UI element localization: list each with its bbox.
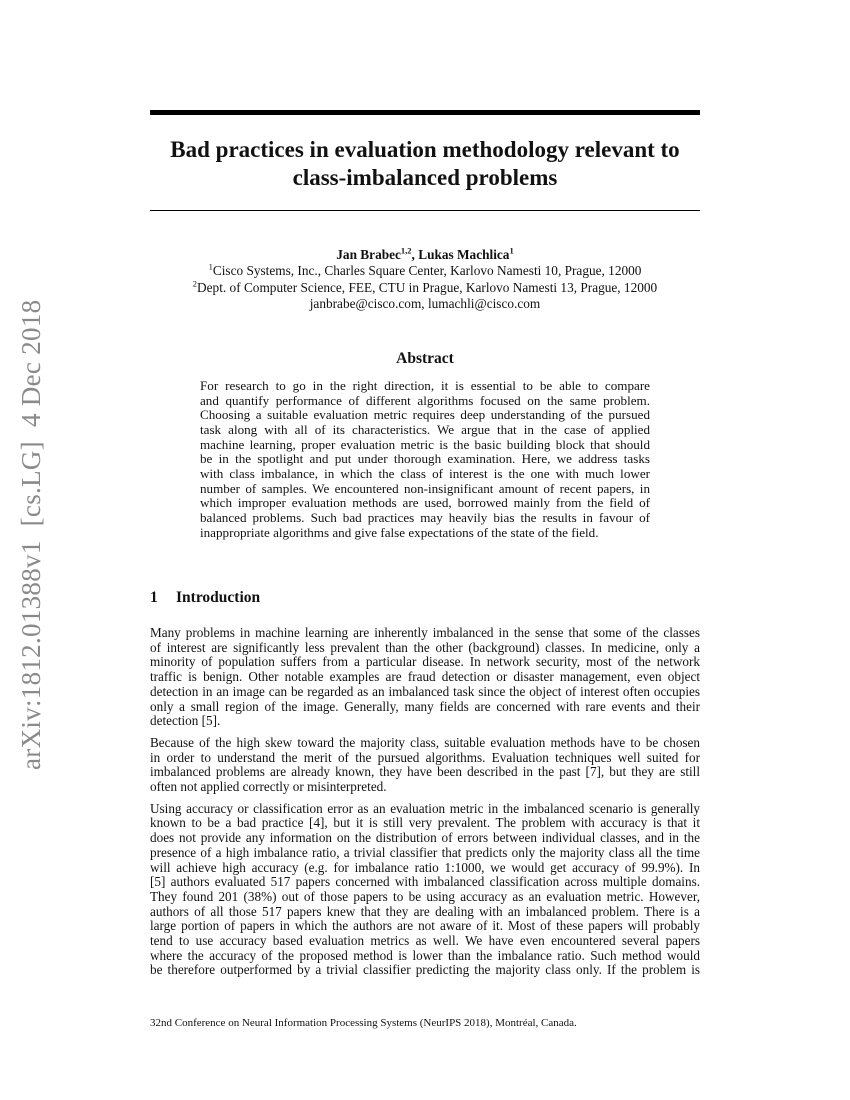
- paragraph-line: large portion of papers in which the authors are not aware of it. Most of these papers will probably: [150, 918, 700, 934]
- paragraph-line: Many problems in machine learning are inherently imbalanced in the sense that some of the classes: [150, 625, 700, 640]
- affiliation-2: [150, 280, 700, 296]
- author-2-name: Lukas Machlica: [418, 247, 510, 262]
- paragraph-line: often not applied correctly or misinterpreted.: [150, 779, 387, 795]
- affiliation-1-text: Cisco Systems, Inc., Charles Square Center, Karlovo Namesti 10, Prague, 12000: [212, 263, 642, 279]
- author-emails: janbrabe@cisco.com, lumachli@cisco.com: [309, 296, 541, 312]
- abstract-line: For research to go in the right direction, it is essential to be able to compare: [200, 378, 650, 393]
- paragraph-1: [150, 626, 700, 729]
- abstract-body: [200, 379, 650, 540]
- abstract-line: machine learning, proper evaluation metric is the basic building block that should: [200, 436, 650, 452]
- paragraph-line: known to be a bad practice [4], but it is still very prevalent. The problem with accuracy is that it: [150, 815, 700, 831]
- title-top-rule: [150, 110, 700, 115]
- abstract-line: with class imbalance, in which the class of interest is the one with much lower: [200, 465, 650, 481]
- paragraph-3: [150, 802, 700, 978]
- affiliation-1: [150, 263, 700, 279]
- paragraph-line: [5] authors evaluated 517 papers concerned with imbalanced classification across multiple domains.: [150, 874, 700, 890]
- author-1-name: Jan Brabec: [336, 247, 401, 262]
- author-separator: ,: [411, 247, 419, 262]
- paragraph-line: be therefore outperformed by a trivial classifier predicting the majority class only. If the problem is: [150, 962, 700, 978]
- arxiv-category: [cs.LG]: [16, 441, 46, 527]
- paragraph-line: They found 201 (38%) out of those papers to be using accuracy as an evaluation metric. However,: [150, 888, 700, 904]
- paragraph-line: in order to understand the merit of the pursued algorithms. Evaluation techniques well suited for: [150, 749, 700, 765]
- section-heading-introduction: [150, 589, 260, 607]
- abstract-line: number of samples. We encountered non-insignificant amount of recent papers, in: [200, 480, 650, 496]
- author-1-affiliation-marks: 1,2: [400, 245, 412, 256]
- abstract-line: Choosing a suitable evaluation metric requires deep understanding of the pursued: [200, 407, 650, 423]
- paper-title: [150, 136, 700, 192]
- arxiv-identifier-stamp: [16, 300, 47, 770]
- abstract-line: and quantify performance of different algorithms focused on the same problem.: [200, 392, 650, 408]
- introduction-body: [150, 626, 700, 985]
- paragraph-line: imbalanced problems are already known, they have been described in the past [7], but they are still: [150, 764, 700, 780]
- abstract-line: balanced problems. Such bad practices may heavily bias the results in favour of: [200, 509, 650, 525]
- author-block: [150, 247, 700, 313]
- arxiv-id: arXiv:1812.01388v1: [16, 540, 46, 770]
- arxiv-date: 4 Dec 2018: [16, 299, 46, 428]
- abstract-line: task along with all of its characteristics. We argue that in the case of applied: [200, 421, 650, 437]
- paragraph-line: detection in an image can be regarded as an imbalanced task since the object of interest often occupies: [150, 683, 700, 699]
- paragraph-2: [150, 736, 700, 795]
- paragraph-line: only a small region of the image. Generally, many fields are concerned with rare events and their: [150, 698, 700, 714]
- title-bottom-rule: [150, 210, 700, 211]
- paper-title-line-1: Bad practices in evaluation methodology relevant to: [170, 137, 680, 162]
- paragraph-line: Because of the high skew toward the majority class, suitable evaluation methods have to be chosen: [150, 734, 700, 750]
- paragraph-line: does not provide any information on the distribution of errors between individual classes, and in the: [150, 830, 700, 846]
- paragraph-line: where the accuracy of the proposed method is lower than the imbalance ratio. Such method would: [150, 947, 700, 963]
- abstract-heading: Abstract: [396, 350, 454, 367]
- affiliation-2-text: Dept. of Computer Science, FEE, CTU in Prague, Karlovo Namesti 13, Prague, 12000: [197, 279, 658, 295]
- paragraph-line: authors of all those 517 papers knew that they are dealing with an imbalanced problem. There is a: [150, 903, 700, 919]
- paragraph-line: minority of population suffers from a particular disease. In network security, most of the network: [150, 654, 700, 670]
- paper-title-line-2: class-imbalanced problems: [292, 165, 558, 190]
- paragraph-line: tend to use accuracy based evaluation metrics as well. We have even encountered several papers: [150, 933, 700, 949]
- section-number: 1: [150, 589, 158, 606]
- author-2-affiliation-marks: 1: [509, 245, 514, 256]
- affiliation-2-mark: 2: [192, 278, 198, 289]
- abstract-line: be in the spotlight and put under thorough examination. Here, we address tasks: [200, 451, 650, 467]
- paragraph-line: Using accuracy or classification error as an evaluation metric in the imbalanced scenario is generally: [150, 800, 700, 816]
- abstract-line: which improper evaluation methods are used, borrowed mainly from the field of: [200, 495, 650, 511]
- paragraph-line: presence of a high imbalance ratio, a trivial classifier that predicts only the majority class all the time: [150, 844, 700, 860]
- affiliation-1-mark: 1: [208, 261, 213, 272]
- author-names: [150, 247, 700, 263]
- abstract-line: inappropriate algorithms and give false expectations of the state of the field.: [200, 524, 599, 540]
- section-title: Introduction: [176, 589, 261, 606]
- paragraph-line: traffic is benign. Other notable examples are fraud detection or disaster management, even object: [150, 669, 700, 685]
- paragraph-line: detection [5].: [150, 713, 221, 729]
- conference-footnote: 32nd Conference on Neural Information Processing Systems (NeurIPS 2018), Montréal, Canada.: [150, 1017, 577, 1029]
- paragraph-line: of interest are significantly less prevalent than the other (background) classes. In medicine, only a: [150, 639, 700, 655]
- paragraph-line: will achieve high accuracy (e.g. for imbalance ratio 1:1000, we would get accuracy of 99.9%). In: [150, 859, 700, 875]
